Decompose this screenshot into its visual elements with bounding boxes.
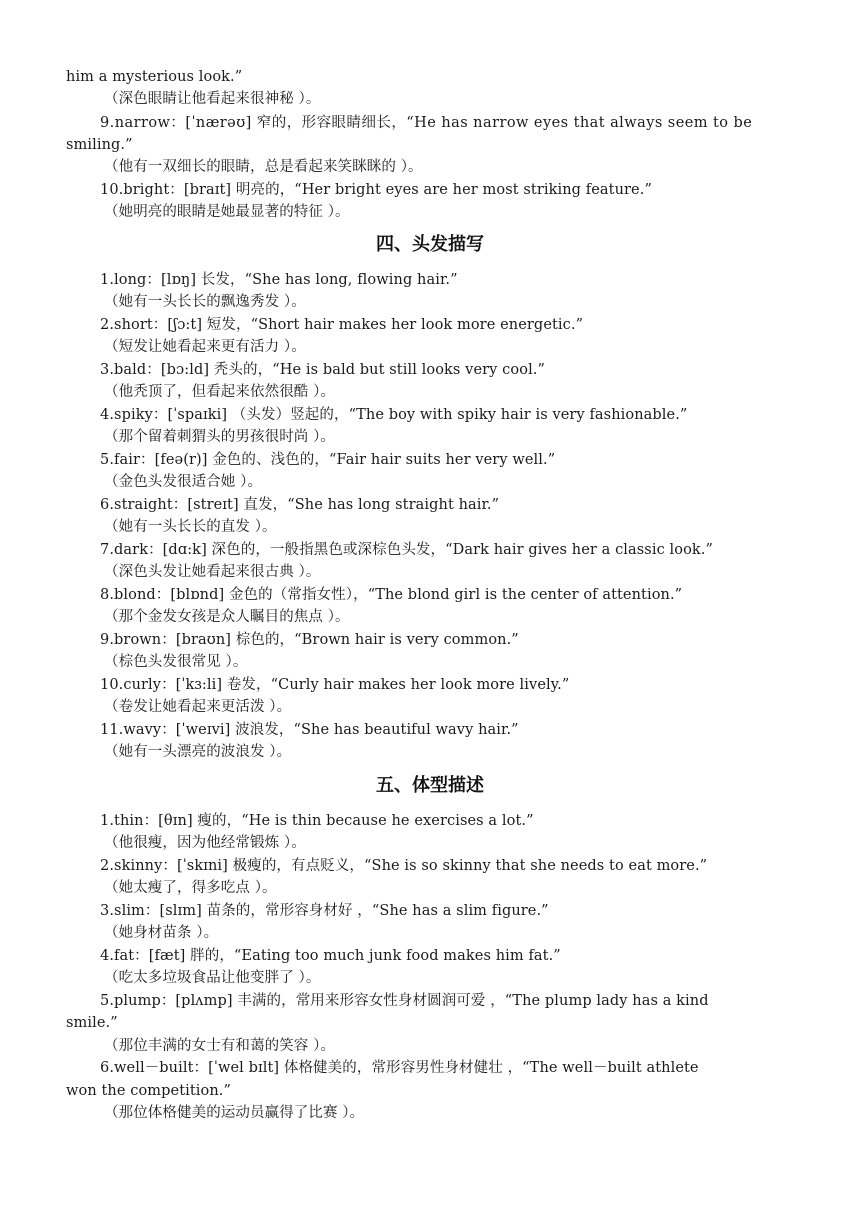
translation-line: （她有一头长长的飘逸秀发 ）。 — [104, 294, 306, 310]
translation-line: （金色头发很适合她 ）。 — [104, 474, 263, 490]
text-line: smile.” — [66, 1015, 118, 1031]
translation-line: （吃太多垃圾食品让他变胖了 ）。 — [104, 970, 321, 986]
translation-line: （他有一双细长的眼睛，总是看起来笑眯眯的 ）。 — [104, 159, 423, 175]
vocab-entry-bright: 10.bright：[braɪt] 明亮的，“Her bright eyes are her most striking feature.” — [100, 182, 652, 198]
translation-line: （她有一头长长的直发 ）。 — [104, 519, 277, 535]
section-heading-hair: 四、头发描写 — [376, 234, 484, 255]
translation-line: （深色眼睛让他看起来很神秘 ）。 — [104, 91, 321, 107]
translation-line: （她明亮的眼睛是她最显著的特征 ）。 — [104, 204, 350, 220]
vocab-entry-skinny: 2.skinny：[ˈskɪni] 极瘦的，有点贬义，“She is so skinny that she needs to eat more.” — [100, 858, 708, 874]
vocab-entry-wavy: 11.wavy：[ˈweɪvi] 波浪发，“She has beautiful wavy hair.” — [100, 722, 519, 738]
vocab-entry-brown: 9.brown：[braʊn] 棕色的，“Brown hair is very common.” — [100, 632, 519, 648]
translation-line: （那位丰满的女士有和蔼的笑容 ）。 — [104, 1038, 336, 1054]
vocab-entry-plump: 5.plump：[plʌmp] 丰满的，常用来形容女性身材圆润可爱 ，“The plump lady has a kind — [100, 993, 709, 1009]
translation-line: （深色头发让她看起来很古典 ）。 — [104, 564, 321, 580]
translation-line: （他秃顶了，但看起来依然很酷 ）。 — [104, 384, 336, 400]
translation-line: （短发让她看起来更有活力 ）。 — [104, 339, 306, 355]
text-line: won the competition.” — [66, 1083, 232, 1099]
translation-line: （棕色头发很常见 ）。 — [104, 654, 248, 670]
translation-line: （那个留着刺猬头的男孩很时尚 ）。 — [104, 429, 336, 445]
vocab-entry-fair: 5.fair：[feə(r)] 金色的、浅色的，“Fair hair suits her very well.” — [100, 452, 556, 468]
translation-line: （她太瘦了，得多吃点 ）。 — [104, 880, 277, 896]
section-heading-body-shape: 五、体型描述 — [376, 775, 484, 796]
text-line: smiling.” — [66, 137, 133, 153]
vocab-entry-slim: 3.slim：[slɪm] 苗条的，常形容身材好 ，“She has a slim figure.” — [100, 903, 549, 919]
vocab-entry-blond: 8.blond：[blɒnd] 金色的（常指女性），“The blond girl is the center of attention.” — [100, 587, 683, 603]
vocab-entry-straight: 6.straight：[streɪt] 直发，“She has long straight hair.” — [100, 497, 500, 513]
vocab-entry-bald: 3.bald：[bɔ:ld] 秃头的，“He is bald but still looks very cool.” — [100, 362, 546, 378]
vocab-entry-narrow: 9.narrow：[ˈnærəʊ] 窄的，形容眼睛细长，“He has narrow eyes that always seem to be — [100, 115, 753, 131]
translation-line: （卷发让她看起来更活泼 ）。 — [104, 699, 292, 715]
vocab-entry-thin: 1.thin：[θɪn] 瘦的，“He is thin because he exercises a lot.” — [100, 813, 534, 829]
vocab-entry-spiky: 4.spiky：[ˈspaɪki] （头发）竖起的，“The boy with spiky hair is very fashionable.” — [100, 407, 688, 423]
vocab-entry-short: 2.short：[ʃɔ:t] 短发，“Short hair makes her look more energetic.” — [100, 317, 584, 333]
vocab-entry-well-built: 6.well－built：[ˈwel bɪlt] 体格健美的，常形容男性身材健壮 ，“The well－built athlete — [100, 1060, 699, 1076]
text-line: him a mysterious look.” — [66, 69, 243, 85]
translation-line: （她身材苗条 ）。 — [104, 925, 219, 941]
translation-line: （那个金发女孩是众人瞩目的焦点 ）。 — [104, 609, 350, 625]
vocab-entry-long: 1.long：[lɒŋ] 长发，“She has long, flowing hair.” — [100, 272, 458, 288]
translation-line: （那位体格健美的运动员赢得了比赛 ）。 — [104, 1105, 365, 1121]
vocab-entry-dark: 7.dark：[dɑ:k] 深色的，一般指黑色或深棕色头发，“Dark hair gives her a classic look.” — [100, 542, 714, 558]
translation-line: （他很瘦，因为他经常锻炼 ）。 — [104, 835, 306, 851]
vocab-entry-curly: 10.curly：[ˈkɜ:li] 卷发，“Curly hair makes her look more lively.” — [100, 677, 570, 693]
vocab-entry-fat: 4.fat：[fæt] 胖的，“Eating too much junk food makes him fat.” — [100, 948, 561, 964]
translation-line: （她有一头漂亮的波浪发 ）。 — [104, 744, 292, 760]
